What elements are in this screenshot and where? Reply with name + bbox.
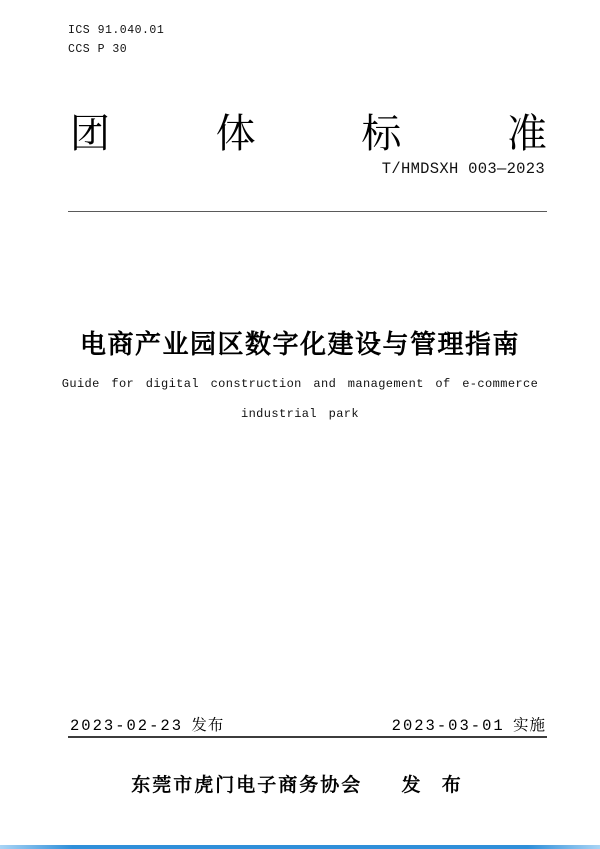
document-title-chinese: 电商产业园区数字化建设与管理指南 <box>79 329 520 359</box>
standard-type-char: 体 <box>215 112 256 156</box>
ccs-code: CCS P 30 <box>68 43 128 56</box>
implement-date-group <box>392 713 546 735</box>
bottom-accent-bar <box>0 845 600 849</box>
document-title-english-line2: industrial park <box>240 407 360 421</box>
header-divider-line <box>68 211 547 212</box>
dates-row <box>70 713 546 735</box>
standard-type-char: 准 <box>506 112 547 156</box>
classification-codes <box>68 21 164 59</box>
ics-code: ICS 91.040.01 <box>68 24 165 37</box>
standard-type-char: 标 <box>361 112 402 156</box>
issue-date: 2023-02-23 <box>70 717 184 735</box>
standard-type-heading <box>70 102 547 159</box>
publisher-row <box>0 770 600 797</box>
standard-number: T/HMDSXH 003—2023 <box>381 160 545 178</box>
implement-date: 2023-03-01 <box>391 717 505 735</box>
publisher-action-label: 发 布 <box>401 775 469 796</box>
document-title-english-line1: Guide for digital construction and management of e-commerce <box>61 377 539 391</box>
issue-date-label: 发布 <box>191 717 225 734</box>
standard-type-char: 团 <box>70 112 110 156</box>
publisher-name: 东莞市虎门电子商务协会 <box>131 775 363 796</box>
issue-date-group <box>70 713 224 735</box>
footer-divider-line <box>68 736 547 738</box>
implement-date-label: 实施 <box>512 717 546 734</box>
